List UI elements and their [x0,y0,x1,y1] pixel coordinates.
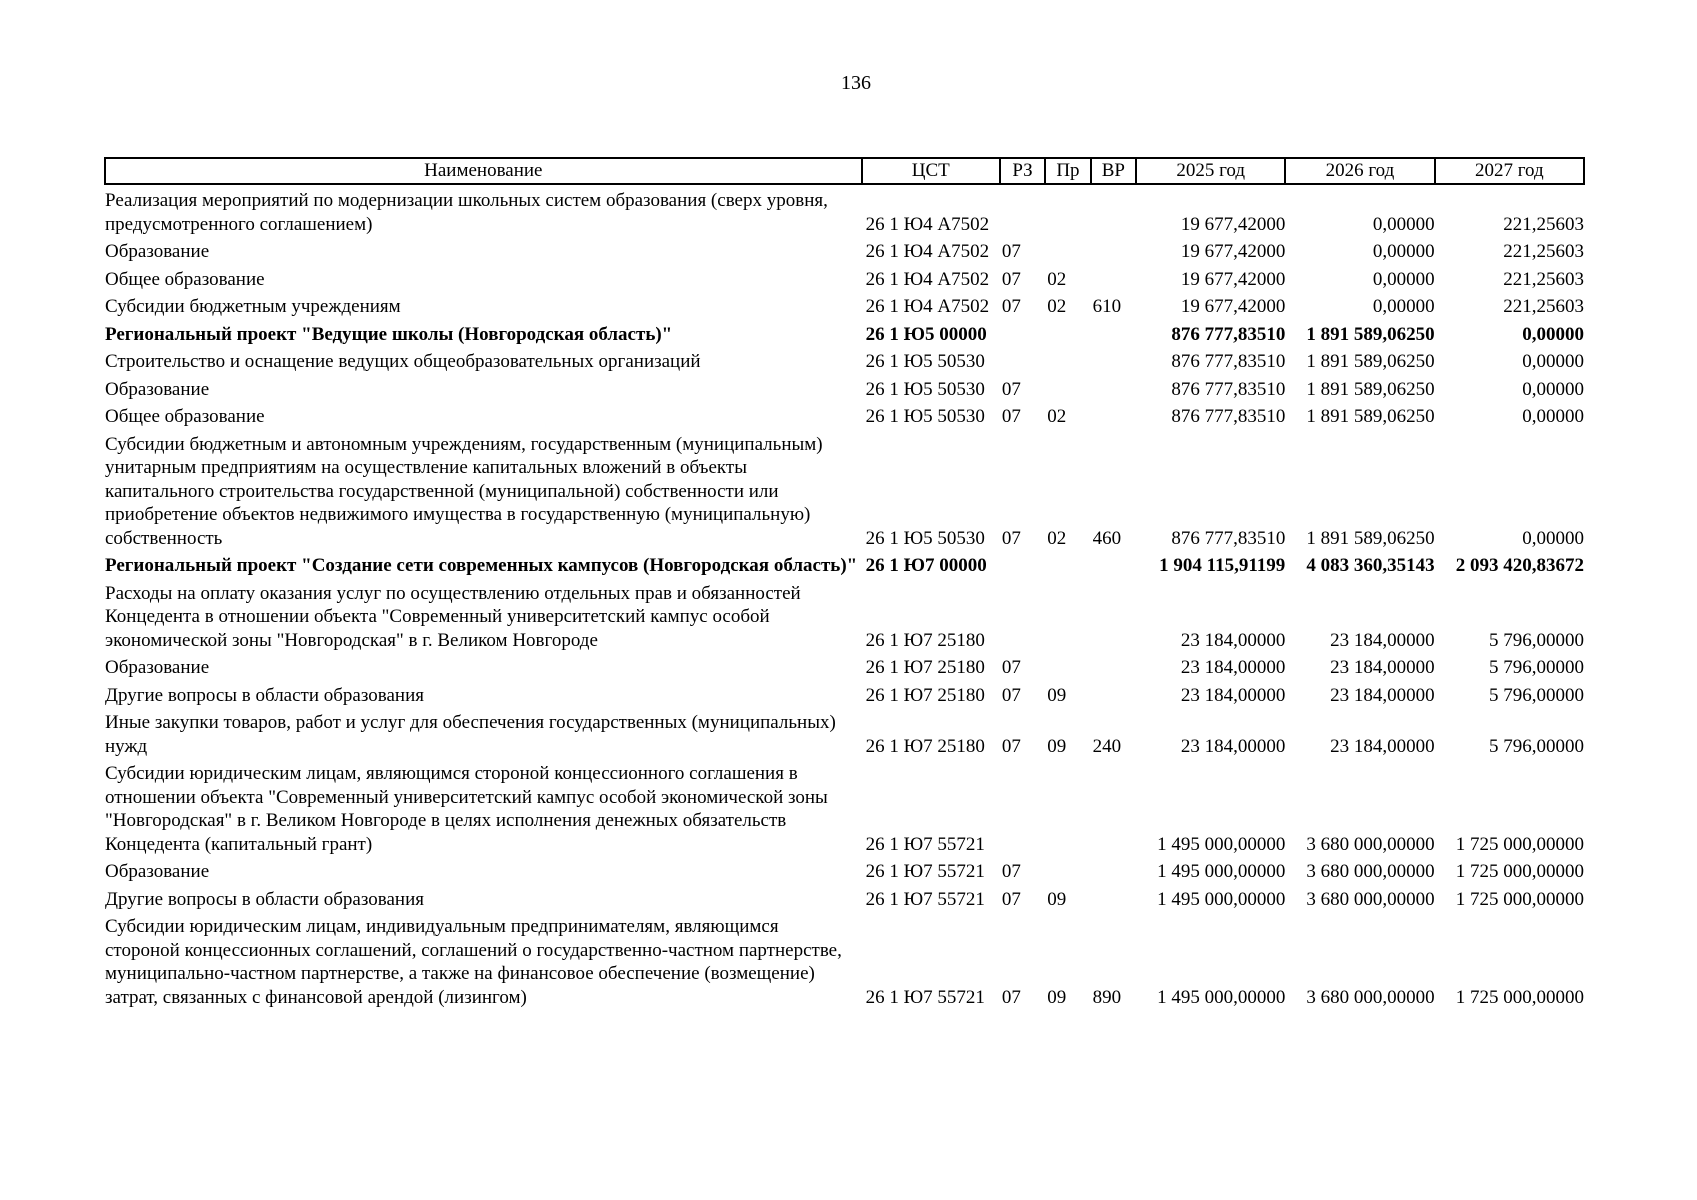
cell-pr [1045,236,1090,264]
cell-vr [1091,550,1136,578]
cell-2027: 221,25603 [1503,296,1584,317]
cell-vr [1091,578,1136,653]
cell-name: Общее образование [105,406,265,427]
cell-cst: 26 1 Ю4 А7502 [865,213,990,235]
table-row [105,429,1584,551]
cell-name: Строительство и оснащение ведущих общеобразовательных организаций [105,351,701,372]
cell-pr: 02 [1047,296,1067,317]
cell-2025: 19 677,42000 [1180,296,1286,317]
cell-pr: 09 [1047,684,1067,706]
cell-name: Другие вопросы в области образования [105,684,424,706]
cell-pr [1045,346,1090,374]
cell-2025: 1 495 000,00000 [1157,833,1286,855]
cell-rz: 07 [1001,888,1021,910]
table-row [105,884,1584,912]
cell-2026: 0,00000 [1372,268,1435,290]
cell-2027: 5 796,00000 [1489,629,1584,651]
cell-pr: 02 [1047,268,1067,290]
cell-2027: 1 725 000,00000 [1455,888,1584,910]
cell-2027: 221,25603 [1503,268,1584,290]
cell-rz: 07 [1001,735,1021,757]
cell-pr [1045,578,1090,653]
table-row [105,758,1584,856]
cell-vr [1091,184,1136,236]
cell-2026: 0,00000 [1372,213,1435,235]
header-name: Наименование [105,158,862,184]
cell-2025: 19 677,42000 [1180,268,1286,290]
cell-pr [1045,319,1090,347]
cell-2026: 1 891 589,06250 [1306,323,1435,345]
header-rz: РЗ [1000,158,1045,184]
cell-2026: 23 184,00000 [1330,657,1435,678]
cell-vr [1091,884,1136,912]
cell-vr [1091,236,1136,264]
cell-2025: 23 184,00000 [1180,629,1286,651]
cell-2025: 876 777,83510 [1171,527,1286,549]
table-row [105,184,1584,236]
cell-vr [1091,856,1136,884]
cell-2027: 0,00000 [1522,351,1584,372]
cell-pr [1045,184,1090,236]
cell-vr: 460 [1092,527,1122,549]
cell-cst: 26 1 Ю5 50530 [865,527,985,549]
cell-vr: 610 [1092,296,1122,317]
cell-vr: 240 [1092,735,1122,757]
cell-2027: 1 725 000,00000 [1455,861,1584,882]
cell-cst: 26 1 Ю7 55721 [865,888,985,910]
cell-cst: 26 1 Ю7 25180 [865,735,985,757]
cell-cst: 26 1 Ю7 55721 [865,861,985,882]
cell-pr: 09 [1047,735,1067,757]
cell-rz [1000,578,1045,653]
cell-2026: 0,00000 [1372,296,1435,317]
cell-vr [1091,652,1136,680]
budget-table [104,157,1585,1009]
header-2027: 2027 год [1435,158,1584,184]
cell-name: Субсидии юридическим лицам, являющимся стороной концессионного соглашения в отношении объекта "Современный университетский кампус особой экономической зоны "Новгородская" в г. Великом Новгороде в целях исполнения денежных обязательств Концедента (капитальный грант) [105,763,828,855]
header-2025: 2025 год [1136,158,1285,184]
table-row [105,578,1584,653]
cell-pr: 09 [1047,986,1067,1008]
table-row [105,401,1584,429]
cell-2026: 23 184,00000 [1330,629,1435,651]
cell-rz: 07 [1001,684,1021,706]
cell-name: Образование [105,378,210,400]
cell-name: Образование [105,657,210,678]
cell-2026: 3 680 000,00000 [1306,888,1435,910]
cell-name: Реализация мероприятий по модернизации школьных систем образования (сверх уровня, предусмотренного соглашением) [105,190,828,235]
cell-name: Образование [105,861,210,882]
cell-cst: 26 1 Ю5 50530 [865,378,985,400]
cell-2026: 3 680 000,00000 [1306,861,1435,882]
cell-cst: 26 1 Ю4 А7502 [865,241,990,262]
cell-cst: 26 1 Ю7 25180 [865,684,985,706]
table-row [105,291,1584,319]
table-row [105,236,1584,264]
cell-2027: 221,25603 [1503,213,1584,235]
cell-name: Субсидии бюджетным учреждениям [105,296,401,317]
table-row [105,652,1584,680]
cell-vr [1091,264,1136,292]
cell-cst: 26 1 Ю4 А7502 [865,296,990,317]
cell-cst: 26 1 Ю7 55721 [865,833,985,855]
cell-2026: 4 083 360,35143 [1306,555,1435,576]
table-row [105,374,1584,402]
cell-2025: 23 184,00000 [1180,735,1286,757]
cell-2025: 23 184,00000 [1180,657,1286,678]
cell-rz: 07 [1001,986,1021,1008]
header-vr: ВР [1091,158,1136,184]
cell-name: Общее образование [105,268,265,290]
cell-2027: 221,25603 [1503,241,1584,262]
table-body [105,184,1584,1009]
cell-2026: 1 891 589,06250 [1306,527,1435,549]
cell-2025: 19 677,42000 [1180,213,1286,235]
cell-cst: 26 1 Ю7 00000 [865,555,987,576]
page-number: 136 [841,72,871,94]
cell-rz [1000,550,1045,578]
cell-2026: 3 680 000,00000 [1306,986,1435,1008]
cell-rz [1000,319,1045,347]
cell-2025: 876 777,83510 [1171,406,1286,427]
header-pr: Пр [1045,158,1090,184]
cell-2026: 23 184,00000 [1330,684,1435,706]
cell-cst: 26 1 Ю5 00000 [865,323,987,345]
cell-cst: 26 1 Ю7 55721 [865,986,985,1008]
header-cst: ЦСТ [862,158,1000,184]
cell-rz: 07 [1001,657,1021,678]
table-row [105,707,1584,758]
cell-2027: 1 725 000,00000 [1455,986,1584,1008]
cell-cst: 26 1 Ю4 А7502 [865,268,990,290]
table-row [105,550,1584,578]
cell-pr: 09 [1047,888,1067,910]
cell-2025: 1 495 000,00000 [1157,986,1286,1008]
cell-2027: 0,00000 [1522,406,1584,427]
cell-name: Иные закупки товаров, работ и услуг для обеспечения государственных (муниципальных) нужд [105,712,836,757]
cell-name: Субсидии юридическим лицам, индивидуальным предпринимателям, являющимся стороной концессионных соглашений, соглашений о государственно-частном партнерстве, муниципально-частном партнерстве, а также на финансовое обеспечение (возмещение) затрат, связанных с финансовой арендой (лизингом) [105,916,842,1008]
cell-vr [1091,374,1136,402]
cell-cst: 26 1 Ю5 50530 [865,406,985,427]
cell-2025: 876 777,83510 [1171,351,1286,372]
cell-2027: 5 796,00000 [1489,684,1584,706]
table-row [105,911,1584,1009]
cell-pr [1045,652,1090,680]
cell-rz: 07 [1001,527,1021,549]
cell-pr: 02 [1047,406,1067,427]
cell-rz: 07 [1001,406,1021,427]
cell-name: Образование [105,241,210,262]
cell-2025: 19 677,42000 [1180,241,1286,262]
cell-vr [1091,680,1136,708]
cell-2026: 3 680 000,00000 [1306,833,1435,855]
table-row [105,319,1584,347]
table-row [105,264,1584,292]
cell-2025: 1 495 000,00000 [1157,861,1286,882]
cell-name: Региональный проект "Создание сети современных кампусов (Новгородская область)" [105,555,858,576]
cell-pr: 02 [1047,527,1067,549]
header-2026: 2026 год [1285,158,1434,184]
cell-2026: 23 184,00000 [1330,735,1435,757]
cell-2027: 0,00000 [1522,323,1584,345]
cell-rz: 07 [1001,861,1021,882]
cell-vr [1091,346,1136,374]
cell-vr [1091,401,1136,429]
cell-2026: 1 891 589,06250 [1306,351,1435,372]
cell-2025: 1 904 115,91199 [1159,555,1286,576]
cell-rz [1000,346,1045,374]
cell-2025: 23 184,00000 [1180,684,1286,706]
cell-2026: 0,00000 [1372,241,1435,262]
cell-2026: 1 891 589,06250 [1306,378,1435,400]
table-row [105,856,1584,884]
table-row [105,680,1584,708]
cell-rz: 07 [1001,268,1021,290]
cell-cst: 26 1 Ю5 50530 [865,351,985,372]
cell-2027: 0,00000 [1522,527,1584,549]
cell-vr: 890 [1092,986,1122,1008]
header-row [105,158,1584,184]
cell-rz: 07 [1001,378,1021,400]
cell-rz: 07 [1001,296,1021,317]
cell-cst: 26 1 Ю7 25180 [865,629,985,651]
cell-2026: 1 891 589,06250 [1306,406,1435,427]
cell-name: Другие вопросы в области образования [105,888,424,910]
cell-2025: 876 777,83510 [1171,378,1286,400]
cell-name: Расходы на оплату оказания услуг по осуществлению отдельных прав и обязанностей Концедента в отношении объекта "Современный университетский кампус особой экономической зоны "Новгородская" в г. Великом Новгороде [105,582,801,651]
cell-pr [1045,758,1090,856]
cell-name: Субсидии бюджетным и автономным учреждениям, государственным (муниципальным) унитарным предприятиям на осуществление капитальных вложений в объекты капитального строительства государственной (муниципальной) собственности или приобретение объектов недвижимого имущества в государственную (муниципальную) собственность [105,433,823,549]
cell-vr [1091,319,1136,347]
cell-pr [1045,856,1090,884]
cell-vr [1091,758,1136,856]
cell-2027: 2 093 420,83672 [1455,555,1584,576]
cell-2025: 876 777,83510 [1171,323,1286,345]
cell-rz: 07 [1001,241,1021,262]
cell-2027: 5 796,00000 [1489,735,1584,757]
cell-2027: 1 725 000,00000 [1455,833,1584,855]
cell-name: Региональный проект "Ведущие школы (Новгородская область)" [105,323,673,345]
cell-2025: 1 495 000,00000 [1157,888,1286,910]
cell-2027: 5 796,00000 [1489,657,1584,678]
cell-pr [1045,374,1090,402]
cell-cst: 26 1 Ю7 25180 [865,657,985,678]
table-row [105,346,1584,374]
table-header [105,158,1584,184]
cell-rz [1000,758,1045,856]
cell-pr [1045,550,1090,578]
cell-2027: 0,00000 [1522,378,1584,400]
cell-rz [1000,184,1045,236]
